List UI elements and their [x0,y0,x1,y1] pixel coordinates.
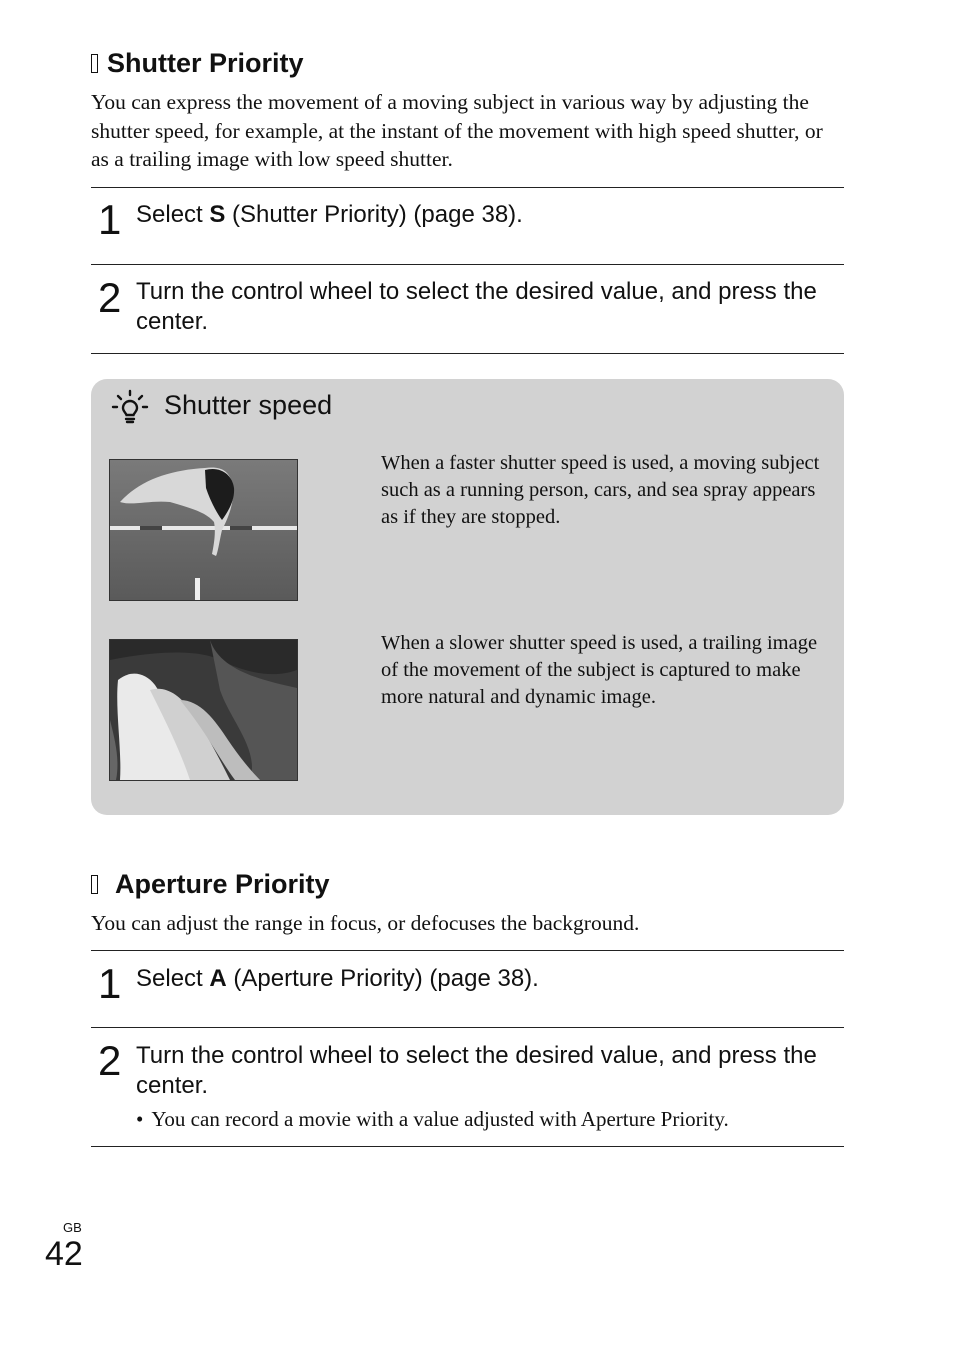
section-marker-icon [91,875,98,894]
step-number: 2 [98,1037,122,1084]
bullet-icon: • [136,1107,144,1131]
step-text-suffix: (Aperture Priority) (page 38). [226,965,539,992]
mode-key: S [209,201,226,228]
mode-key: A [209,965,227,992]
hint-text: When a faster shutter speed is used, a moving subject such as a running person, cars, and sea spray appears as if they are stopped. [381,452,820,529]
region-tag: GB [63,1220,82,1235]
lightbulb-icon [111,389,149,432]
divider [91,353,844,354]
step-note-text: You can record a movie with a value adjusted with Aperture Priority. [151,1107,729,1131]
step-number: 1 [98,960,122,1007]
page-number: 42 [45,1235,83,1273]
step-text [136,200,836,230]
divider [91,950,844,951]
aperture-priority-heading [91,869,330,900]
divider [91,1027,844,1028]
waterfall-photo [109,639,298,781]
shutter-priority-title: Shutter Priority [107,48,304,78]
step-number: 2 [98,274,122,321]
divider [91,187,844,188]
high-jump-photo [109,459,298,601]
shutter-priority-heading [91,48,304,79]
section-marker-icon [91,54,98,73]
aperture-priority-intro: You can adjust the range in focus, or defocuses the background. [91,911,640,935]
step-text: Turn the control wheel to select the desired value, and press the center. [136,1042,817,1099]
step-text-prefix: Select [136,965,210,992]
step-text-prefix: Select [136,201,210,228]
step-text-suffix: (Shutter Priority) (page 38). [225,201,523,228]
step-number: 1 [98,196,122,243]
step-text: Turn the control wheel to select the desired value, and press the center. [136,278,817,335]
shutter-priority-intro: You can express the movement of a moving subject in various way by adjusting the shutter speed, for example, at the instant of the movement with high speed shutter, or as a trailing image with low speed shutter. [91,90,823,171]
divider [91,264,844,265]
divider [91,1146,844,1147]
hint-box [91,379,844,815]
hint-text: When a slower shutter speed is used, a trailing image of the movement of the subject is captured to make more natural and dynamic image. [381,632,818,709]
step-note [136,1106,836,1133]
step-text [136,964,836,994]
aperture-priority-title: Aperture Priority [115,869,330,899]
hint-title: Shutter speed [164,390,333,420]
